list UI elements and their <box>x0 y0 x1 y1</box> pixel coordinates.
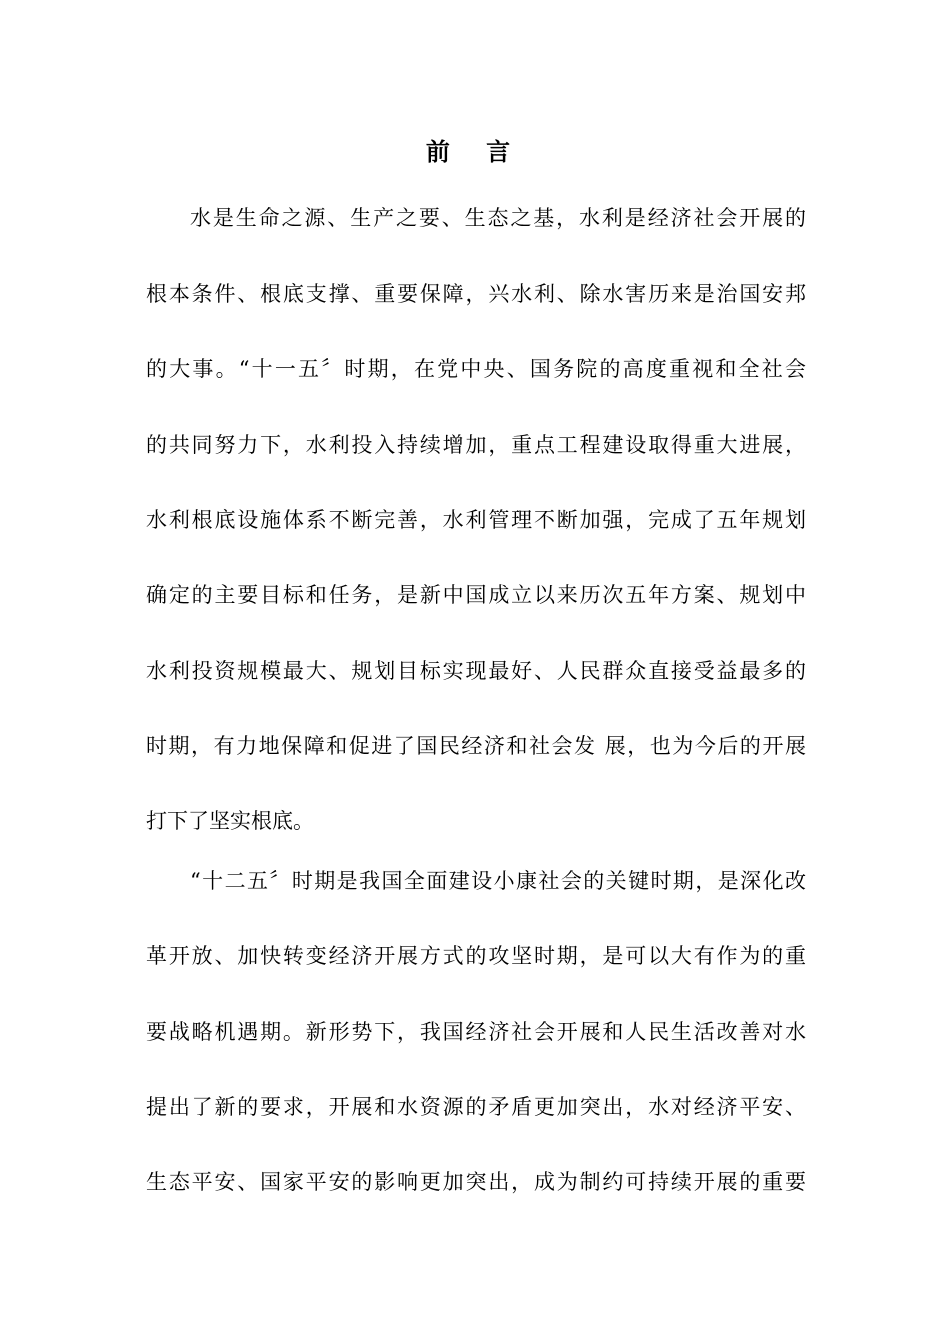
paragraph-line: “十二五〞时期是我国全面建设小康社会的关键时期，是深化改 <box>190 869 806 893</box>
paragraph-line: 确定的主要目标和任务，是新中国成立以来历次五年方案、规划中 <box>146 583 806 607</box>
paragraph-line: 水是生命之源、生产之要、生态之基，水利是经济社会开展的 <box>190 206 806 230</box>
paragraph-line: 要战略机遇期。新形势下，我国经济社会开展和人民生活改善对水 <box>146 1020 806 1044</box>
paragraph-line: 提出了新的要求，开展和水资源的矛盾更加突出，水对经济平安、 <box>146 1095 806 1119</box>
paragraph-line: 水利投资规模最大、规划目标实现最好、人民群众直接受益最多的 <box>146 659 806 683</box>
paragraph-line: 革开放、加快转变经济开展方式的攻坚时期，是可以大有作为的重 <box>146 944 806 968</box>
paragraph-line: 水利根底设施体系不断完善，水利管理不断加强，完成了五年规划 <box>146 508 806 532</box>
paragraph-line: 时期，有力地保障和促进了国民经济和社会发 展，也为今后的开展 <box>146 734 806 758</box>
page-title: 前 言 <box>425 137 525 166</box>
paragraph-line: 打下了坚实根底。 <box>146 809 314 833</box>
paragraph-line: 的共同努力下，水利投入持续增加，重点工程建设取得重大进展， <box>146 433 806 457</box>
paragraph-line: 的大事。“十一五〞时期，在党中央、国务院的高度重视和全社会 <box>146 357 806 381</box>
paragraph-line: 生态平安、国家平安的影响更加突出，成为制约可持续开展的重要 <box>146 1170 806 1194</box>
paragraph-line: 根本条件、根底支撑、重要保障，兴水利、除水害历来是治国安邦 <box>146 282 806 306</box>
